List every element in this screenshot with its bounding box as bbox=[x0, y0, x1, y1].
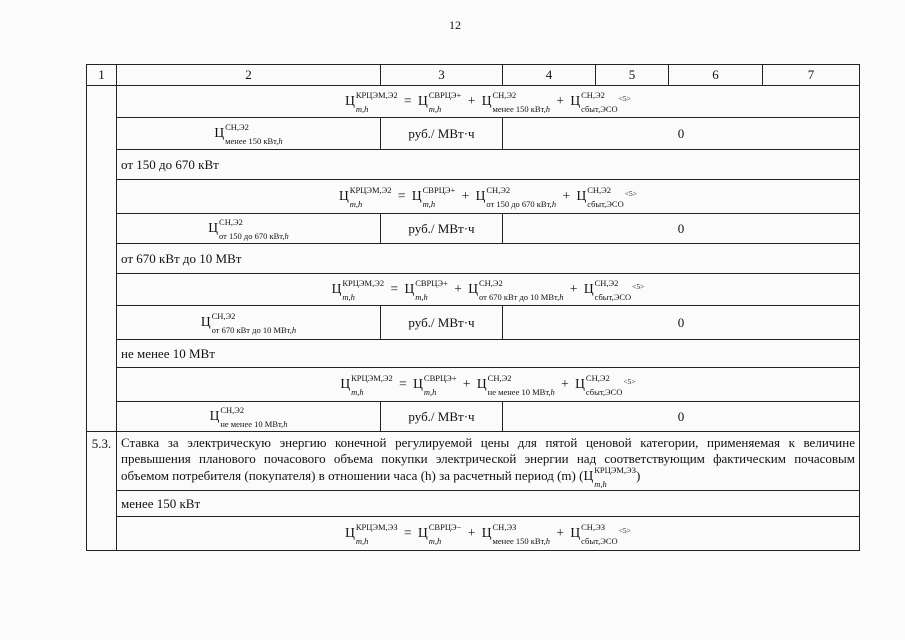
range-label: менее 150 кВт bbox=[117, 491, 860, 517]
formula: Ц КРЦЭМ,Э2 m,h = Ц СВРЦЭ+ m,h + Ц СН,Э2 не менее 10 МВт,h + Ц СН,Э2 сбыт,ЭСО $^{<5>}$ bbox=[340, 372, 636, 397]
unit-cell: руб./ МВт·ч bbox=[381, 402, 503, 432]
unit-cell: руб./ МВт·ч bbox=[381, 214, 503, 244]
header-cell: 5 bbox=[596, 65, 669, 86]
formula-cell bbox=[117, 86, 860, 118]
table-header-row bbox=[87, 65, 860, 86]
component-symbol-cell: Ц СН,Э2 от 150 до 670 кВт,h bbox=[117, 214, 381, 244]
formula-row bbox=[87, 274, 860, 306]
section-number: 5.3. bbox=[87, 432, 117, 551]
range-label: от 150 до 670 кВт bbox=[117, 150, 860, 180]
page-number: 12 bbox=[449, 18, 461, 32]
formula-cell bbox=[117, 517, 860, 551]
formula-row bbox=[87, 517, 860, 551]
header-cell: 4 bbox=[503, 65, 596, 86]
header-cell: 2 bbox=[117, 65, 381, 86]
formula: Ц КРЦЭМ,Э2 m,h = Ц СВРЦЭ+ m,h + Ц СН,Э2 от 670 кВт до 10 МВт,h + Ц СН,Э2 сбыт,ЭСО $^{<5>}$ bbox=[331, 277, 645, 302]
component-symbol-cell: Ц СН,Э2 менее 150 кВт,h bbox=[117, 118, 381, 150]
unit-cell: руб./ МВт·ч bbox=[381, 306, 503, 340]
value-cell: 0 bbox=[503, 306, 860, 340]
section-number-cell bbox=[87, 86, 117, 432]
formula: Ц КРЦЭМ,Э2 m,h = Ц СВРЦЭ+ m,h + Ц СН,Э2 от 150 до 670 кВт,h + Ц СН,Э2 сбыт,ЭСО $^{<5>}$ bbox=[339, 184, 637, 209]
formula-cell bbox=[117, 274, 860, 306]
range-label: от 670 кВт до 10 МВт bbox=[117, 244, 860, 274]
formula-cell bbox=[117, 180, 860, 214]
range-row bbox=[87, 340, 860, 368]
header-cell: 7 bbox=[763, 65, 860, 86]
value-cell: 0 bbox=[503, 402, 860, 432]
component-row bbox=[87, 402, 860, 432]
formula-row bbox=[87, 368, 860, 402]
component-row bbox=[87, 118, 860, 150]
range-label: не менее 10 МВт bbox=[117, 340, 860, 368]
formula-row bbox=[87, 86, 860, 118]
tariff-table bbox=[86, 64, 860, 551]
section-description: Ставка за электрическую энергию конечной регулируемой цены для пятой ценовой категории, применяемая к величине превышения планового почасового объема покупки электрической энергии над соответствующим фактическим почасовым объемом потребителя (покупателя) в отношении часа (h) за расчетный период (m) (Ц КРЦЭМ,ЭЗ m,h ) bbox=[117, 432, 860, 491]
section-row bbox=[87, 432, 860, 491]
range-row bbox=[87, 244, 860, 274]
component-symbol-cell: Ц СН,Э2 от 670 кВт до 10 МВт,h bbox=[117, 306, 381, 340]
header-cell: 3 bbox=[381, 65, 503, 86]
unit-cell: руб./ МВт·ч bbox=[381, 118, 503, 150]
formula-cell bbox=[117, 368, 860, 402]
component-symbol-cell: Ц СН,Э2 не менее 10 МВт,h bbox=[117, 402, 381, 432]
header-cell: 6 bbox=[669, 65, 763, 86]
component-row bbox=[87, 214, 860, 244]
range-row bbox=[87, 491, 860, 517]
formula: Ц КРЦЭМ,ЭЗ m,h = Ц СВРЦЭ− m,h + Ц СН,ЭЗ менее 150 кВт,h + Ц СН,ЭЗ сбыт,ЭСО $^{<5>}$ bbox=[345, 521, 631, 546]
formula-row bbox=[87, 180, 860, 214]
range-row bbox=[87, 150, 860, 180]
value-cell: 0 bbox=[503, 118, 860, 150]
header-cell: 1 bbox=[87, 65, 117, 86]
formula: Ц КРЦЭМ,Э2 m,h = Ц СВРЦЭ+ m,h + Ц СН,Э2 менее 150 кВт,h + Ц СН,Э2 сбыт,ЭСО $^{<5>}$ bbox=[345, 89, 631, 114]
value-cell: 0 bbox=[503, 214, 860, 244]
component-row bbox=[87, 306, 860, 340]
